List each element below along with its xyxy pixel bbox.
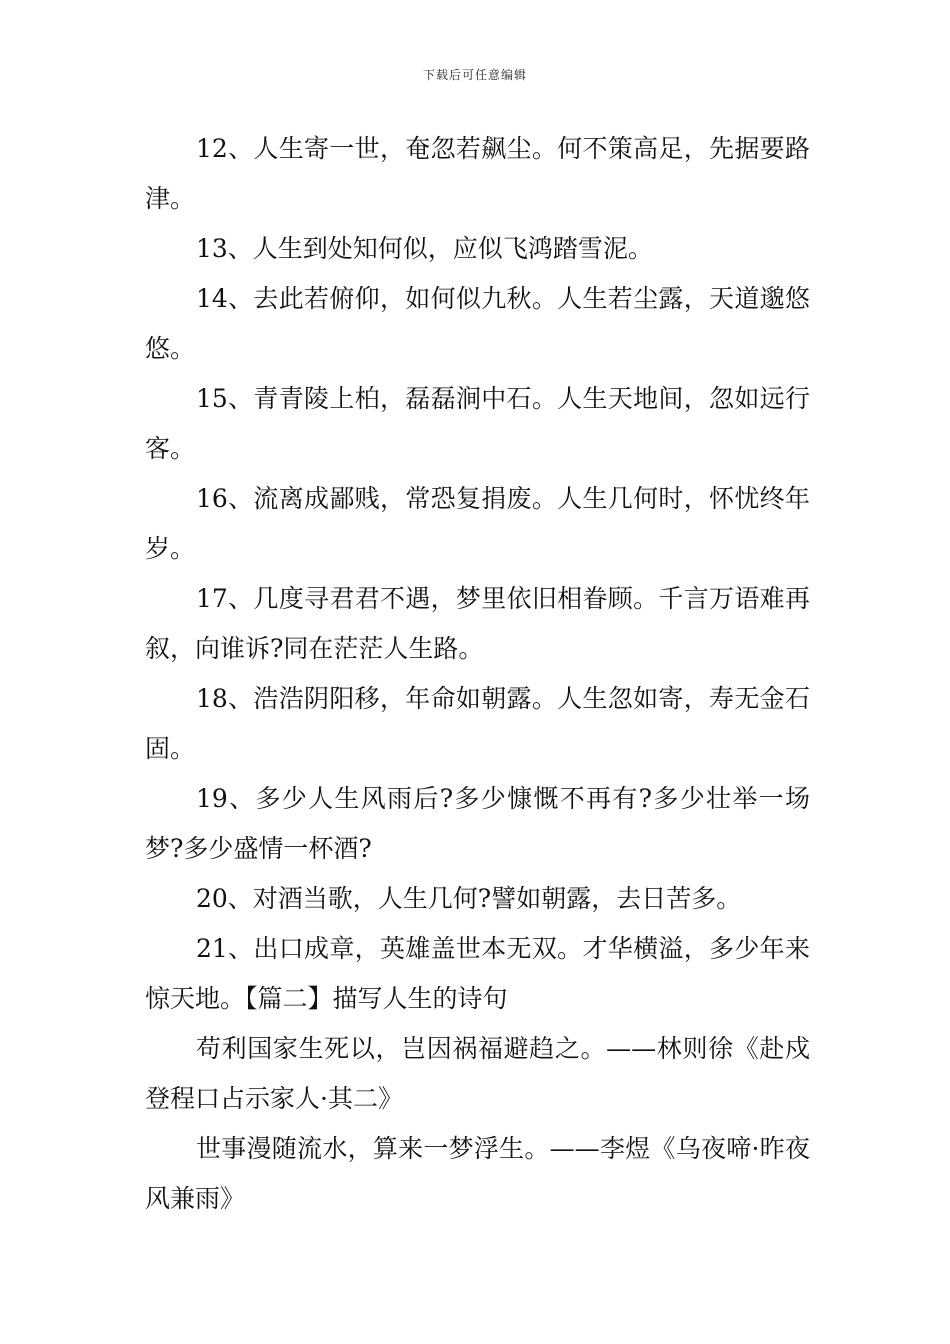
paragraph-20: 20、对酒当歌，人生几何?譬如朝露，去日苦多。 [196,884,742,913]
poem-quote-lin-zexu: 苟利国家生死以，岂因祸福避趋之。——林则徐《赴戍登程口占示家人·其二》 [145,1034,810,1113]
paragraph-14: 14、去此若俯仰，如何似九秋。人生若尘露，天道邈悠悠。 [145,284,810,363]
page-header: 下载后可任意编辑 [422,68,527,82]
paragraph-16: 16、流离成鄙贱，常恐复捐废。人生几何时，怀忧终年岁。 [145,484,810,563]
paragraph-12: 12、人生寄一世，奄忽若飙尘。何不策高足，先据要路津。 [145,134,810,213]
paragraph-17: 17、几度寻君君不遇，梦里依旧相眷顾。千言万语难再叙，向谁诉?同在茫茫人生路。 [145,584,810,663]
paragraph-13: 13、人生到处知何似，应似飞鸿踏雪泥。 [196,234,653,263]
paragraph-18: 18、浩浩阴阳移，年命如朝露。人生忽如寄，寿无金石固。 [145,684,810,763]
document-body [145,124,810,1224]
poem-quote-li-yu: 世事漫随流水，算来一梦浮生。——李煜《乌夜啼·昨夜风兼雨》 [145,1134,810,1213]
paragraph-21: 21、出口成章，英雄盖世本无双。才华横溢，多少年来惊天地。【篇二】描写人生的诗句 [145,934,810,1013]
paragraph-19: 19、多少人生风雨后?多少慷慨不再有?多少壮举一场梦?多少盛情一杯酒? [145,784,810,863]
paragraph-15: 15、青青陵上柏，磊磊涧中石。人生天地间，忽如远行客。 [145,384,810,463]
